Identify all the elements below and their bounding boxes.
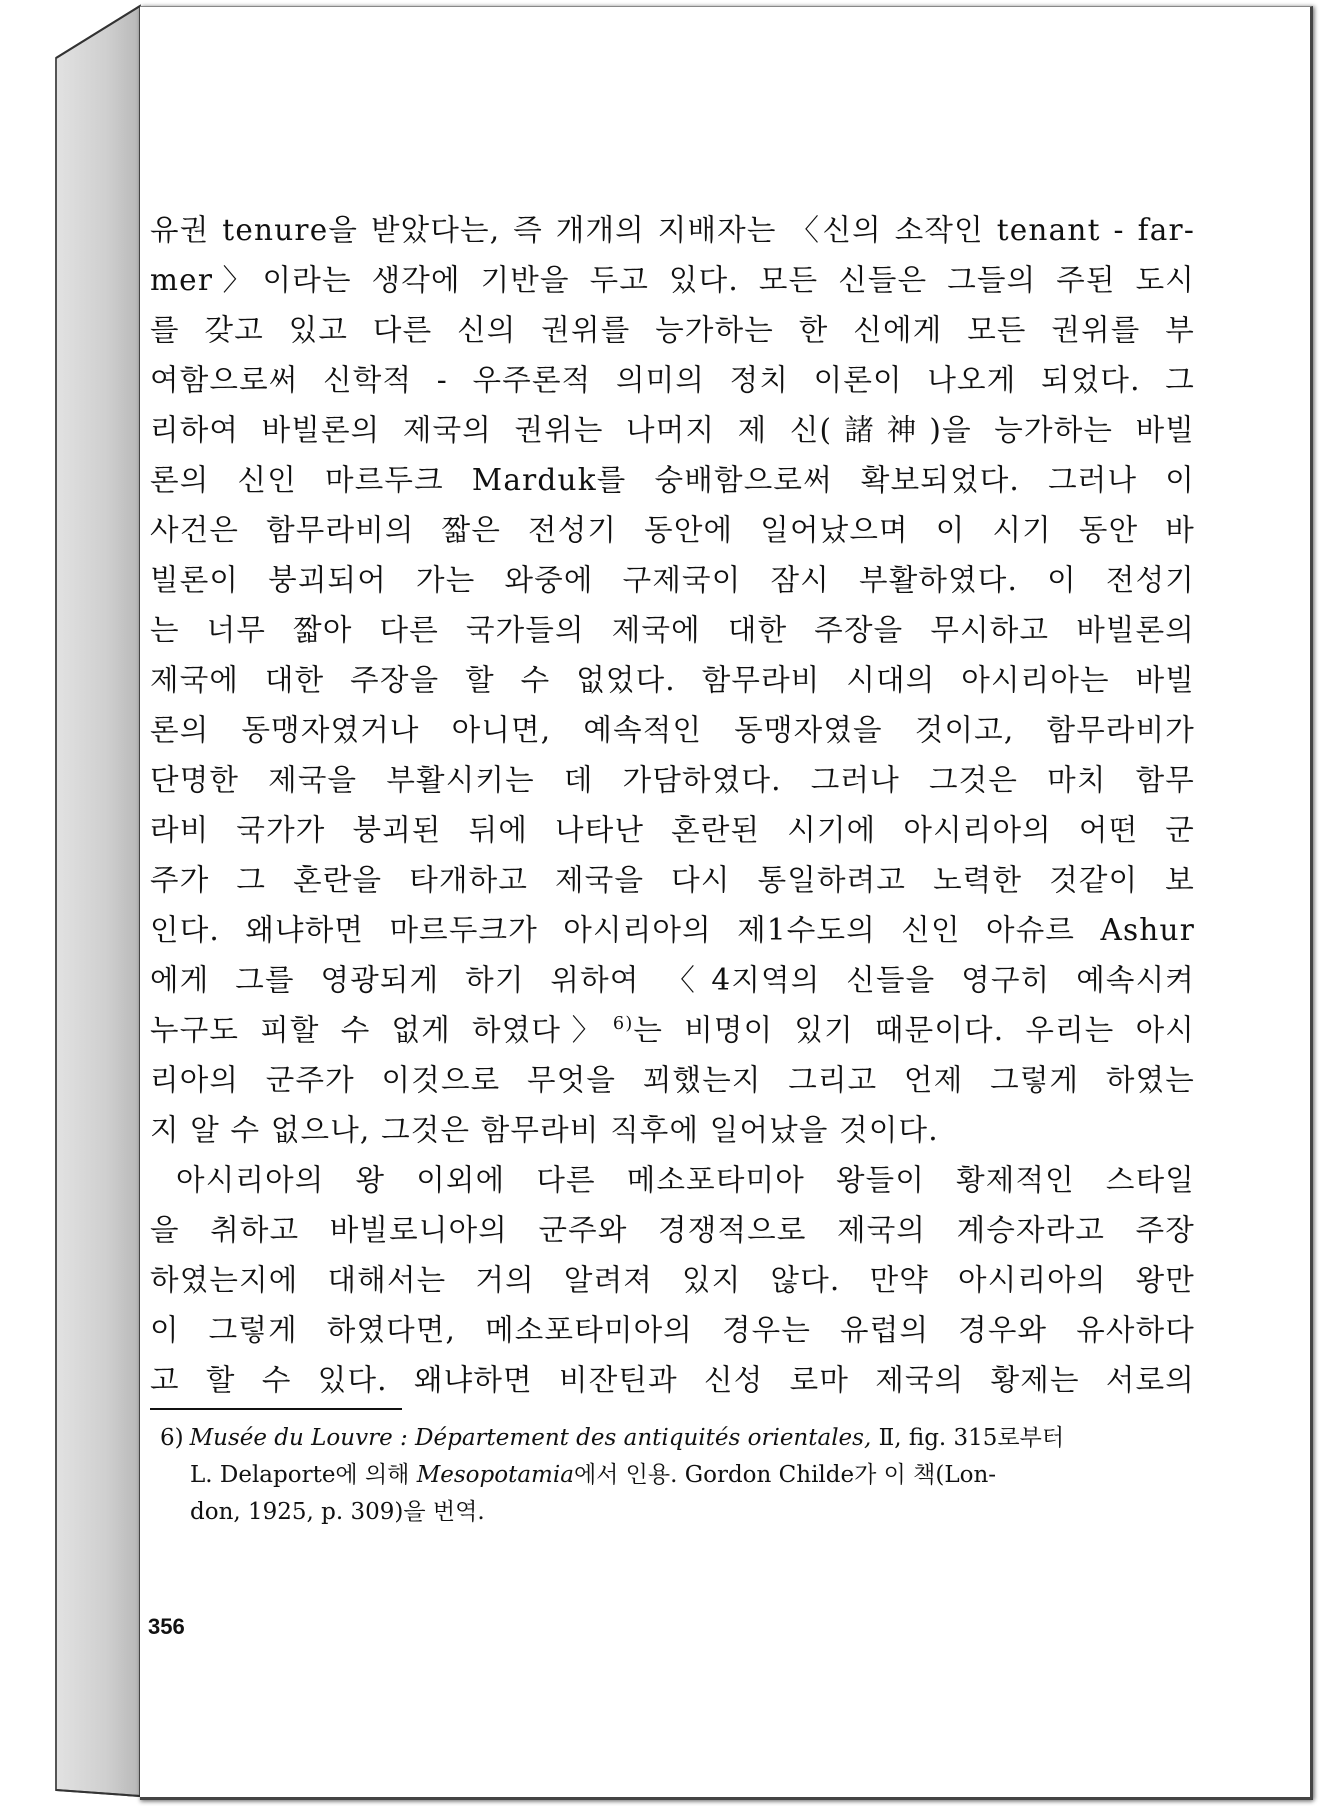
text-line: 을 취하고 바빌로니아의 군주와 경쟁적으로 제국의 계승자라고 주장: [150, 1213, 1195, 1247]
footnote-line: [150, 1457, 1195, 1494]
text-line: 단명한 제국을 부활시키는 데 가담하였다. 그러나 그것은 마치 함무: [150, 763, 1195, 797]
text-line: 빌론이 붕괴되어 가는 와중에 구제국이 잠시 부활하였다. 이 전성기: [150, 563, 1195, 597]
text-line: 에게 그를 영광되게 하기 위하여 〈4지역의 신들을 영구히 예속시켜: [150, 963, 1195, 997]
footnote-book-title: Mesopotamia: [416, 1462, 574, 1488]
text-line: 라비 국가가 붕괴된 뒤에 나타난 혼란된 시기에 아시리아의 어떤 군: [150, 813, 1195, 847]
text-line: 론의 신인 마르두크 Marduk를 숭배함으로써 확보되었다. 그러나 이: [150, 463, 1195, 497]
text-line: mer〉이라는 생각에 기반을 두고 있다. 모든 신들은 그들의 주된 도시: [150, 263, 1195, 297]
text-segment: 는 비명이 있기 때문이다. 우리는 아시: [633, 1013, 1195, 1047]
text-line: 론의 동맹자였거나 아니면, 예속적인 동맹자였을 것이고, 함무라비가: [150, 713, 1195, 747]
text-line-with-footnote-ref: [150, 1005, 1195, 1055]
text-line: 여함으로써 신학적 - 우주론적 의미의 정치 이론이 나오게 되었다. 그: [150, 363, 1195, 397]
footnote-line: [150, 1420, 1195, 1457]
text-line: 고 할 수 있다. 왜냐하면 비잔틴과 신성 로마 제국의 황제는 서로의: [150, 1363, 1195, 1397]
text-line: 를 갖고 있고 다른 신의 권위를 능가하는 한 신에게 모든 권위를 부: [150, 313, 1195, 347]
text-line: 주가 그 혼란을 타개하고 제국을 다시 통일하려고 노력한 것같이 보: [150, 863, 1195, 897]
text-line: 리아의 군주가 이것으로 무엇을 꾀했는지 그리고 언제 그렇게 하였는: [150, 1063, 1195, 1097]
text-segment: 누구도 피할 수 없게 하였다〉: [150, 1013, 613, 1047]
text-line: 는 너무 짧아 다른 국가들의 제국에 대한 주장을 무시하고 바빌론의: [150, 613, 1195, 647]
text-line: 유권 tenure을 받았다는, 즉 개개의 지배자는 〈신의 소작인 tenant - far-: [150, 213, 1195, 247]
footnote-6: [150, 1420, 1195, 1531]
footnote-number: 6): [160, 1425, 184, 1451]
footnote-source-title: Musée du Louvre : Département des antiquités orientales,: [189, 1425, 872, 1451]
text-line: 아시리아의 왕 이외에 다른 메소포타미아 왕들이 황제적인 스타일: [176, 1163, 1195, 1197]
footnote-text: L. Delaporte에 의해: [190, 1462, 417, 1488]
text-line: 사건은 함무라비의 짧은 전성기 동안에 일어났으며 이 시기 동안 바: [150, 513, 1195, 547]
footnote-reference[interactable]: 6): [612, 1014, 634, 1035]
footnote-text: Ⅱ, fig. 315로부터: [871, 1425, 1065, 1451]
body-text: [150, 205, 1195, 1405]
page-number: 356: [148, 1614, 185, 1639]
text-line: 하였는지에 대해서는 거의 알려져 있지 않다. 만약 아시리아의 왕만: [150, 1263, 1195, 1297]
footnote-divider: [150, 1408, 402, 1410]
text-line: 지 알 수 없으나, 그것은 함무라비 직후에 일어났을 것이다.: [150, 1113, 939, 1147]
text-line: 인다. 왜냐하면 마르두크가 아시리아의 제1수도의 신인 아슈르 Ashur: [150, 913, 1195, 947]
text-line: 제국에 대한 주장을 할 수 없었다. 함무라비 시대의 아시리아는 바빌: [150, 663, 1195, 697]
text-line: 리하여 바빌론의 제국의 권위는 나머지 제 신(諸神)을 능가하는 바빌: [150, 413, 1195, 447]
footnote-text: 에서 인용. Gordon Childe가 이 책(Lon-: [573, 1462, 997, 1488]
text-line: 이 그렇게 하였다면, 메소포타미아의 경우는 유럽의 경우와 유사하다: [150, 1313, 1195, 1347]
footnote-line: don, 1925, p. 309)을 번역.: [190, 1499, 485, 1525]
